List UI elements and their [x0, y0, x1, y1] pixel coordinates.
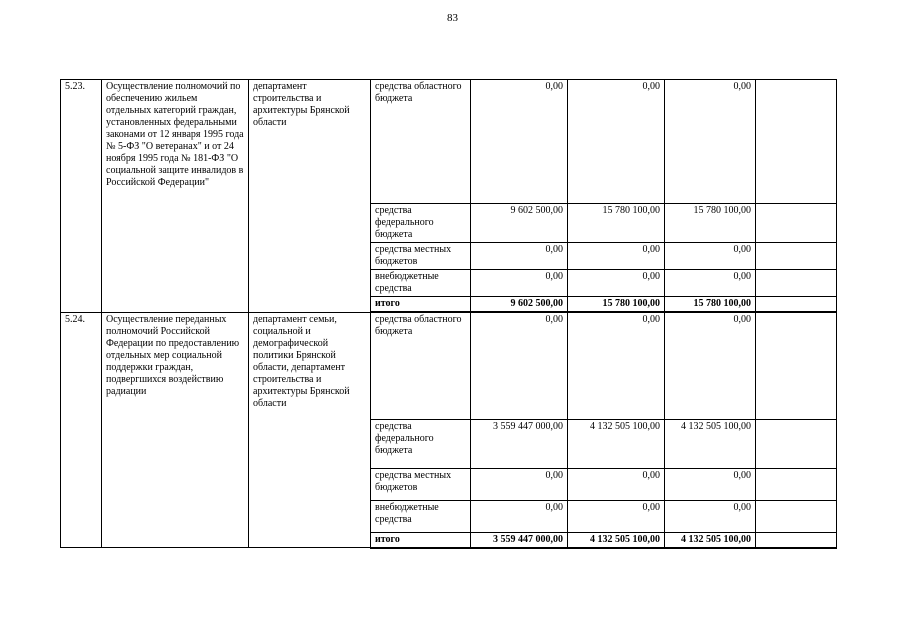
value-col3: 0,00: [665, 312, 756, 419]
empty-cell: [756, 297, 837, 313]
table-row: [61, 80, 837, 204]
funding-source: средства федерального бюджета: [371, 419, 471, 468]
value-col3: 15 780 100,00: [665, 297, 756, 313]
empty-cell: [756, 500, 837, 532]
empty-cell: [756, 204, 837, 243]
empty-cell: [756, 419, 837, 468]
value-col3: 15 780 100,00: [665, 204, 756, 243]
value-col2: 15 780 100,00: [568, 204, 665, 243]
value-col1: 0,00: [471, 312, 568, 419]
value-col3: 4 132 505 100,00: [665, 419, 756, 468]
item-code: 5.24.: [61, 312, 102, 548]
value-col3: 0,00: [665, 243, 756, 270]
funding-source: внебюджетные средства: [371, 270, 471, 297]
value-col3: 0,00: [665, 500, 756, 532]
page-number: 83: [447, 12, 458, 24]
value-col3: 4 132 505 100,00: [665, 532, 756, 548]
value-col3: 0,00: [665, 80, 756, 204]
value-col2: 0,00: [568, 468, 665, 500]
empty-cell: [756, 80, 837, 204]
table-row: [61, 312, 837, 419]
item-code: 5.23.: [61, 80, 102, 313]
value-col2: 0,00: [568, 243, 665, 270]
value-col1: 0,00: [471, 468, 568, 500]
empty-cell: [756, 312, 837, 419]
item-description: Осуществление переданных полномочий Российской Федерации по предоставлению отдельных мер социальной поддержки граждан, подвергшихся воздействию радиации: [102, 312, 249, 548]
empty-cell: [756, 243, 837, 270]
item-department: департамент строительства и архитектуры Брянской области: [249, 80, 371, 313]
value-col2: 4 132 505 100,00: [568, 419, 665, 468]
value-col1: 0,00: [471, 80, 568, 204]
funding-source: средства местных бюджетов: [371, 468, 471, 500]
funding-source-total: итого: [371, 532, 471, 548]
value-col2: 0,00: [568, 500, 665, 532]
value-col2: 4 132 505 100,00: [568, 532, 665, 548]
value-col3: 0,00: [665, 468, 756, 500]
value-col1: 3 559 447 000,00: [471, 532, 568, 548]
value-col1: 9 602 500,00: [471, 297, 568, 313]
funding-source: средства местных бюджетов: [371, 243, 471, 270]
funding-source: внебюджетные средства: [371, 500, 471, 532]
empty-cell: [756, 468, 837, 500]
value-col1: 3 559 447 000,00: [471, 419, 568, 468]
value-col2: 0,00: [568, 312, 665, 419]
empty-cell: [756, 270, 837, 297]
value-col1: 0,00: [471, 243, 568, 270]
funding-source: средства областного бюджета: [371, 312, 471, 419]
item-department: департамент семьи, социальной и демографической политики Брянской области, департамент строительства и архитектуры Брянской области: [249, 312, 371, 548]
value-col1: 9 602 500,00: [471, 204, 568, 243]
funding-source: средства федерального бюджета: [371, 204, 471, 243]
value-col2: 0,00: [568, 80, 665, 204]
budget-table: [60, 79, 837, 549]
funding-source-total: итого: [371, 297, 471, 313]
value-col2: 0,00: [568, 270, 665, 297]
funding-source: средства областного бюджета: [371, 80, 471, 204]
item-description: Осуществление полномочий по обеспечению жильем отдельных категорий граждан, установленных федеральными законами от 12 января 1995 года № 5-ФЗ "О ветеранах" и от 24 ноября 1995 года № 181-ФЗ "О социальной защите инвалидов в Российской Федерации": [102, 80, 249, 313]
value-col3: 0,00: [665, 270, 756, 297]
value-col1: 0,00: [471, 270, 568, 297]
value-col1: 0,00: [471, 500, 568, 532]
empty-cell: [756, 532, 837, 548]
value-col2: 15 780 100,00: [568, 297, 665, 313]
